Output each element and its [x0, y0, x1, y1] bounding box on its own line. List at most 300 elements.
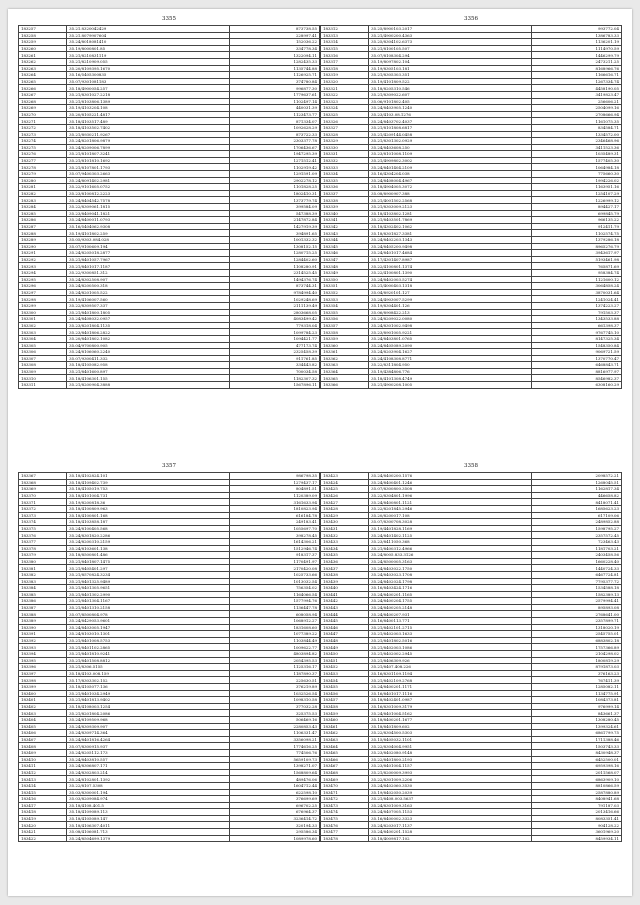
code-cell: 35.22/8304500.5303 — [369, 730, 532, 737]
record-id-cell: 183471 — [321, 789, 369, 796]
record-id-cell: 183447 — [321, 631, 369, 638]
amount-cell: 1187890.37 — [229, 670, 319, 677]
table-row — [19, 382, 320, 389]
record-id-cell: 183356 — [321, 316, 369, 323]
code-cell: 35.21/8405401.297 — [67, 565, 230, 572]
record-id-cell: 183271 — [19, 118, 67, 125]
record-id-cell: 183285 — [19, 210, 67, 217]
amount-cell: 256606.21 — [531, 98, 621, 105]
amount-cell: 1548350.84 — [531, 342, 621, 349]
code-cell: 35.21/8401102.2865 — [67, 644, 230, 651]
code-cell: 35.24/8400200.1576 — [369, 473, 532, 480]
table-row — [19, 604, 320, 611]
record-id-cell: 183462 — [321, 730, 369, 737]
record-id-cell: 183279 — [19, 171, 67, 178]
table-row — [19, 505, 320, 512]
record-id-cell: 183404 — [19, 716, 67, 723]
code-cell: 35.24/8309714.364 — [67, 730, 230, 737]
record-id-cell: 183385 — [19, 591, 67, 598]
amount-cell: 1099784.23 — [229, 329, 319, 336]
record-id-cell: 183314 — [321, 39, 369, 46]
amount-cell: 1161075.35 — [531, 118, 621, 125]
code-cell: 35.21/4000403.1318 — [369, 283, 532, 290]
record-id-cell: 183325 — [321, 111, 369, 118]
code-cell: 35.22/8309061.1815 — [67, 204, 230, 211]
record-id-cell: 183307 — [19, 355, 67, 362]
record-id-cell: 183276 — [19, 151, 67, 158]
page-number: 3357 — [162, 463, 176, 469]
code-cell: 35.24/8401404.2109 — [369, 164, 532, 171]
amount-cell: 4803894.82 — [229, 651, 319, 658]
table-row — [19, 835, 320, 842]
amount-cell: 1121600.12 — [531, 276, 621, 283]
record-id-cell: 183371 — [19, 499, 67, 506]
code-cell: 35.21/8401508.8812 — [67, 657, 230, 664]
record-id-cell: 183353 — [321, 296, 369, 303]
amount-cell: 9784994.40 — [229, 289, 319, 296]
record-id-cell: 183323 — [321, 98, 369, 105]
code-cell: 35.18/4101004.731 — [67, 492, 230, 499]
code-cell: 35.21/8930211.9267 — [67, 131, 230, 138]
code-cell: 35.24/8102801.1392 — [67, 776, 230, 783]
amount-cell: 1598795.27 — [531, 525, 621, 532]
table-row — [19, 611, 320, 618]
code-cell: 35.24/8400204.1755 — [369, 598, 532, 605]
table-row — [19, 256, 320, 263]
record-id-cell: 183304 — [19, 335, 67, 342]
record-id-cell: 183472 — [321, 796, 369, 803]
code-cell: 35.22/4100801.1374 — [369, 263, 532, 270]
record-id-cell: 183301 — [19, 316, 67, 323]
record-id-cell: 183444 — [321, 611, 369, 618]
amount-cell: 873738.55 — [229, 26, 319, 33]
code-cell: 35.24/8209006.7899 — [67, 144, 230, 151]
table-row — [19, 525, 320, 532]
amount-cell: 1706436.67 — [229, 144, 319, 151]
table-row — [321, 45, 622, 52]
record-id-cell: 183334 — [321, 171, 369, 178]
record-id-cell: 183378 — [19, 545, 67, 552]
record-id-cell: 183351 — [321, 283, 369, 290]
code-cell: 35.19/8305103.181 — [369, 65, 532, 72]
code-cell: 35.24/8400205.2148 — [369, 604, 532, 611]
table-row — [19, 85, 320, 92]
amount-cell: 1094421.77 — [229, 335, 319, 342]
record-id-cell: 183286 — [19, 217, 67, 224]
amount-cell: 1374223.27 — [531, 302, 621, 309]
amount-cell: 1102574.75 — [531, 230, 621, 237]
amount-cell: 1567896.11 — [229, 382, 319, 389]
record-id-cell: 183262 — [19, 58, 67, 65]
record-id-cell: 183392 — [19, 637, 67, 644]
code-cell: 35.21/8309022.607 — [369, 91, 532, 98]
record-id-cell: 183359 — [321, 335, 369, 342]
amount-cell: 376699.69 — [229, 796, 319, 803]
amount-cell: 8810866.59 — [531, 782, 621, 789]
amount-cell: 2170420.08 — [229, 565, 319, 572]
amount-cell: 1831608.60 — [229, 624, 319, 631]
table-row — [19, 637, 320, 644]
amount-cell: 1280715.25 — [229, 250, 319, 257]
code-cell: 35.21/8305303.351 — [369, 72, 532, 79]
record-id-cell: 183388 — [19, 611, 67, 618]
table-row — [321, 138, 622, 145]
record-id-cell: 183335 — [321, 177, 369, 184]
code-cell: 35.06/8908422.213 — [369, 309, 532, 316]
record-id-cell: 183324 — [321, 105, 369, 112]
amount-cell: 1399324.61 — [531, 723, 621, 730]
code-cell: 35.24/8302803.214 — [67, 769, 230, 776]
table-row — [321, 342, 622, 349]
table-row — [19, 144, 320, 151]
record-id-cell: 183475 — [321, 815, 369, 822]
table-row — [321, 723, 622, 730]
amount-cell: 3064858.24 — [531, 283, 621, 290]
record-id-cell: 183343 — [321, 230, 369, 237]
record-id-cell: 183346 — [321, 250, 369, 257]
page-3357 — [18, 461, 320, 842]
record-id-cell: 183448 — [321, 637, 369, 644]
table-row — [321, 479, 622, 486]
record-id-cell: 183344 — [321, 237, 369, 244]
code-cell: 35.19/4101809.522 — [369, 78, 532, 85]
data-table — [320, 472, 622, 842]
record-id-cell: 183418 — [19, 809, 67, 816]
code-cell: 35.07/9301081183 — [67, 78, 230, 85]
amount-cell: 1064984.18 — [531, 164, 621, 171]
table-row — [321, 368, 622, 375]
code-cell: 35.21/8401810.9241 — [67, 651, 230, 658]
code-cell: 35.24/8100405.568 — [67, 525, 230, 532]
code-cell: 35.18/4103802.1281 — [369, 210, 532, 217]
amount-cell: 1947295.39 — [229, 151, 319, 158]
code-cell: 35.21/8402003.1633 — [369, 631, 532, 638]
amount-cell: 3419823.47 — [531, 91, 621, 98]
code-cell: 35.16/8400002.3323 — [369, 815, 532, 822]
record-id-cell: 183362 — [321, 355, 369, 362]
table-row — [19, 368, 320, 375]
record-id-cell: 183302 — [19, 322, 67, 329]
record-id-cell: 183319 — [321, 72, 369, 79]
record-id-cell: 183309 — [19, 368, 67, 375]
table-row — [321, 749, 622, 756]
record-id-cell: 183449 — [321, 644, 369, 651]
table-row — [321, 105, 622, 112]
record-id-cell: 183405 — [19, 723, 67, 730]
table-row — [321, 243, 622, 250]
table-row — [321, 571, 622, 578]
table-row — [19, 479, 320, 486]
code-cell: 35.24/8403702.4037 — [369, 118, 532, 125]
table-row — [321, 598, 622, 605]
table-row — [19, 217, 320, 224]
table-row — [19, 58, 320, 65]
code-cell: 35.24/8403608.250 — [369, 144, 532, 151]
record-id-cell: 183423 — [321, 473, 369, 480]
table-row — [321, 190, 622, 197]
table-row — [321, 26, 622, 33]
amount-cell: 2708666.94 — [531, 111, 621, 118]
record-id-cell: 183265 — [19, 78, 67, 85]
record-id-cell: 183337 — [321, 190, 369, 197]
record-id-cell: 183458 — [321, 703, 369, 710]
amount-cell: 1711388.46 — [531, 736, 621, 743]
code-cell: 35.25/8900103.2017 — [369, 26, 532, 33]
table-row — [321, 85, 622, 92]
code-cell: 35.24/8301002.9498 — [369, 322, 532, 329]
amount-cell: 2357572.45 — [531, 532, 621, 539]
code-cell: 35.18/4103502.7402 — [67, 124, 230, 131]
record-id-cell: 183381 — [19, 565, 67, 572]
table-row — [19, 355, 320, 362]
amount-cell: 8083351.41 — [531, 815, 621, 822]
table-row — [19, 545, 320, 552]
code-cell: 35.18/4102824.101 — [67, 473, 230, 480]
record-id-cell: 183441 — [321, 591, 369, 598]
record-id-cell: 183454 — [321, 677, 369, 684]
amount-cell: 1035489.31 — [531, 151, 621, 158]
code-cell: 35.23/8402080.9148 — [369, 749, 532, 756]
table-row — [19, 697, 320, 704]
record-id-cell: 183298 — [19, 296, 67, 303]
amount-cell: 1009622.77 — [229, 644, 319, 651]
code-cell: 35.18/8400201.1677 — [369, 716, 532, 723]
table-row — [321, 545, 622, 552]
record-id-cell: 183349 — [321, 269, 369, 276]
amount-cell: 295586.34 — [229, 829, 319, 836]
table-row — [19, 250, 320, 257]
code-cell: 35.07/9300411.332 — [67, 355, 230, 362]
code-cell: 35.18/4103517.489 — [67, 118, 230, 125]
code-cell: 35.21/8401310.2158 — [67, 604, 230, 611]
table-row — [19, 171, 320, 178]
record-id-cell: 183278 — [19, 164, 67, 171]
table-row — [19, 190, 320, 197]
amount-cell: 3161633.94 — [229, 499, 319, 506]
code-cell: 35.19/8304401.126 — [369, 302, 532, 309]
table-row — [321, 552, 622, 559]
table-row — [321, 809, 622, 816]
code-cell: 35.24/8500005.3163 — [369, 558, 532, 565]
amount-cell: 1163951.16 — [531, 184, 621, 191]
amount-cell: 8418071.41 — [531, 499, 621, 506]
table-row — [19, 591, 320, 598]
record-id-cell: 183341 — [321, 217, 369, 224]
table-row — [321, 256, 622, 263]
record-id-cell: 183398 — [19, 677, 67, 684]
table-row — [19, 769, 320, 776]
table-row — [321, 58, 622, 65]
record-id-cell: 183305 — [19, 342, 67, 349]
table-row — [321, 611, 622, 618]
table-row — [321, 204, 622, 211]
table-row — [321, 789, 622, 796]
record-id-cell: 183318 — [321, 65, 369, 72]
amount-cell: 1446299.79 — [531, 52, 621, 59]
table-row — [321, 743, 622, 750]
table-row — [19, 664, 320, 671]
table-row — [19, 78, 320, 85]
code-cell: 35.22/8201845.2946 — [369, 505, 532, 512]
amount-cell: 1291591.09 — [229, 171, 319, 178]
code-cell: 35.21/8406309.926 — [369, 657, 532, 664]
code-cell: 35.21/8101807.3241 — [67, 151, 230, 158]
code-cell: 35.24/8400011.0793 — [67, 217, 230, 224]
table-row — [321, 538, 622, 545]
record-id-cell: 183432 — [321, 532, 369, 539]
record-id-cell: 183296 — [19, 283, 67, 290]
amount-cell: 1334572.00 — [531, 131, 621, 138]
code-cell: 35.21/8200009.3993 — [369, 769, 532, 776]
record-id-cell: 183415 — [19, 789, 67, 796]
amount-cell: 873722.33 — [229, 131, 319, 138]
record-id-cell: 183410 — [19, 756, 67, 763]
code-cell: 35.19/4103204.108 — [67, 105, 230, 112]
amount-cell: 904128.22 — [531, 822, 621, 829]
table-row — [321, 703, 622, 710]
table-row — [19, 39, 320, 46]
code-cell: 35.24/8302508.907 — [67, 276, 230, 283]
table-row — [19, 283, 320, 290]
amount-cell: 2147872.84 — [229, 217, 319, 224]
code-cell: 35.21/8401802.5016 — [369, 637, 532, 644]
code-cell: 35.05/9303.084.028 — [67, 237, 230, 244]
amount-cell: 334443.82 — [229, 362, 319, 369]
record-id-cell: 183364 — [321, 368, 369, 375]
record-id-cell: 183409 — [19, 749, 67, 756]
record-id-cell: 183315 — [321, 45, 369, 52]
code-cell: 35.23/8411050.368 — [369, 538, 532, 545]
record-id-cell: 183257 — [19, 26, 67, 33]
code-cell: 35.21/8401800.1805 — [67, 309, 230, 316]
record-id-cell: 183312 — [321, 26, 369, 33]
record-id-cell: 183259 — [19, 39, 67, 46]
table-row — [321, 65, 622, 72]
amount-cell: 1226999.12 — [531, 197, 621, 204]
table-row — [19, 512, 320, 519]
code-cell: 35.16/8400113.771 — [369, 618, 532, 625]
record-id-cell: 183408 — [19, 743, 67, 750]
code-cell: 35.16/8301109.1194 — [369, 670, 532, 677]
code-cell: 35.19/8000801.85 — [67, 45, 230, 52]
table-row — [19, 624, 320, 631]
record-id-cell: 183317 — [321, 58, 369, 65]
record-id-cell: 183333 — [321, 164, 369, 171]
record-id-cell: 183434 — [321, 545, 369, 552]
table-row — [19, 789, 320, 796]
amount-cell: 374780.84 — [229, 78, 319, 85]
record-id-cell: 183306 — [19, 349, 67, 356]
code-cell: 35.19/8097802.104 — [369, 58, 532, 65]
record-id-cell: 183451 — [321, 657, 369, 664]
record-id-cell: 183267 — [19, 91, 67, 98]
table-row — [19, 124, 320, 131]
table-row — [19, 763, 320, 770]
code-cell: 35.23/8901005.9221 — [369, 329, 532, 336]
table-row — [19, 730, 320, 737]
amount-cell: 3236414.72 — [229, 815, 319, 822]
record-id-cell: 183389 — [19, 618, 67, 625]
record-id-cell: 183387 — [19, 604, 67, 611]
table-row — [321, 91, 622, 98]
amount-cell: 1494376.74 — [229, 276, 319, 283]
table-row — [19, 802, 320, 809]
amount-cell: 6452500.01 — [531, 756, 621, 763]
amount-cell: 1503743.33 — [531, 743, 621, 750]
amount-cell: 1013032.54 — [229, 578, 319, 585]
record-id-cell: 183439 — [321, 578, 369, 585]
amount-cell: 8965276.79 — [531, 243, 621, 250]
code-cell: 35.07/9100609.194 — [67, 243, 230, 250]
code-cell: 35.24/4108308.8771 — [369, 355, 532, 362]
table-row — [321, 302, 622, 309]
amount-cell: 8147325.34 — [531, 335, 621, 342]
amount-cell: 1268045.51 — [531, 479, 621, 486]
table-row — [19, 809, 320, 816]
code-cell: 35.22/8304004.9951 — [369, 743, 532, 750]
code-cell: 35.20/8109395.1670 — [67, 65, 230, 72]
amount-cell: 958384.74 — [531, 269, 621, 276]
table-row — [19, 210, 320, 217]
amount-cell: 1103844.49 — [229, 637, 319, 644]
table-row — [19, 736, 320, 743]
amount-cell: 2098572.21 — [531, 473, 621, 480]
record-id-cell: 183329 — [321, 138, 369, 145]
amount-cell: 1308152.15 — [229, 243, 319, 250]
table-row — [321, 512, 622, 519]
table-row — [19, 690, 320, 697]
table-row — [19, 263, 320, 270]
table-row — [321, 710, 622, 717]
table-row — [321, 111, 622, 118]
record-id-cell: 183272 — [19, 124, 67, 131]
amount-cell: 779318.04 — [229, 322, 319, 329]
code-cell: 35.24/8408032.0957 — [67, 316, 230, 323]
code-cell: 35.21/8401807.1475 — [67, 558, 230, 565]
amount-cell: 765871.69 — [531, 263, 621, 270]
table-row — [321, 32, 622, 39]
table-row — [19, 519, 320, 526]
code-cell: 35.21/8301027.2218 — [67, 91, 230, 98]
table-row — [19, 157, 320, 164]
page-3355 — [18, 14, 320, 389]
record-id-cell: 183426 — [321, 492, 369, 499]
table-row — [19, 276, 320, 283]
table-row — [321, 716, 622, 723]
amount-cell: 225630.51 — [229, 677, 319, 684]
code-cell: 35.24/8403810.557 — [67, 756, 230, 763]
table-row — [321, 296, 622, 303]
code-cell: 35.24/8401004.5162 — [369, 710, 532, 717]
amount-cell: 1102497.14 — [229, 98, 319, 105]
table-row — [321, 822, 622, 829]
record-id-cell: 183456 — [321, 690, 369, 697]
record-id-cell: 183361 — [321, 349, 369, 356]
data-table — [320, 25, 622, 389]
record-id-cell: 183460 — [321, 716, 369, 723]
code-cell: 35.18/4105082.958 — [67, 362, 230, 369]
code-cell: 35.24/8400201.1528 — [369, 829, 532, 836]
table-row — [321, 763, 622, 770]
record-id-cell: 183450 — [321, 651, 369, 658]
table-row — [321, 473, 622, 480]
code-cell: 35.19/8200818.36 — [67, 499, 230, 506]
code-cell: 35.24/8306807.171 — [67, 763, 230, 770]
record-id-cell: 183283 — [19, 197, 67, 204]
code-cell: 35.24/8402203.1343 — [369, 237, 532, 244]
table-row — [321, 657, 622, 664]
record-id-cell: 183431 — [321, 525, 369, 532]
